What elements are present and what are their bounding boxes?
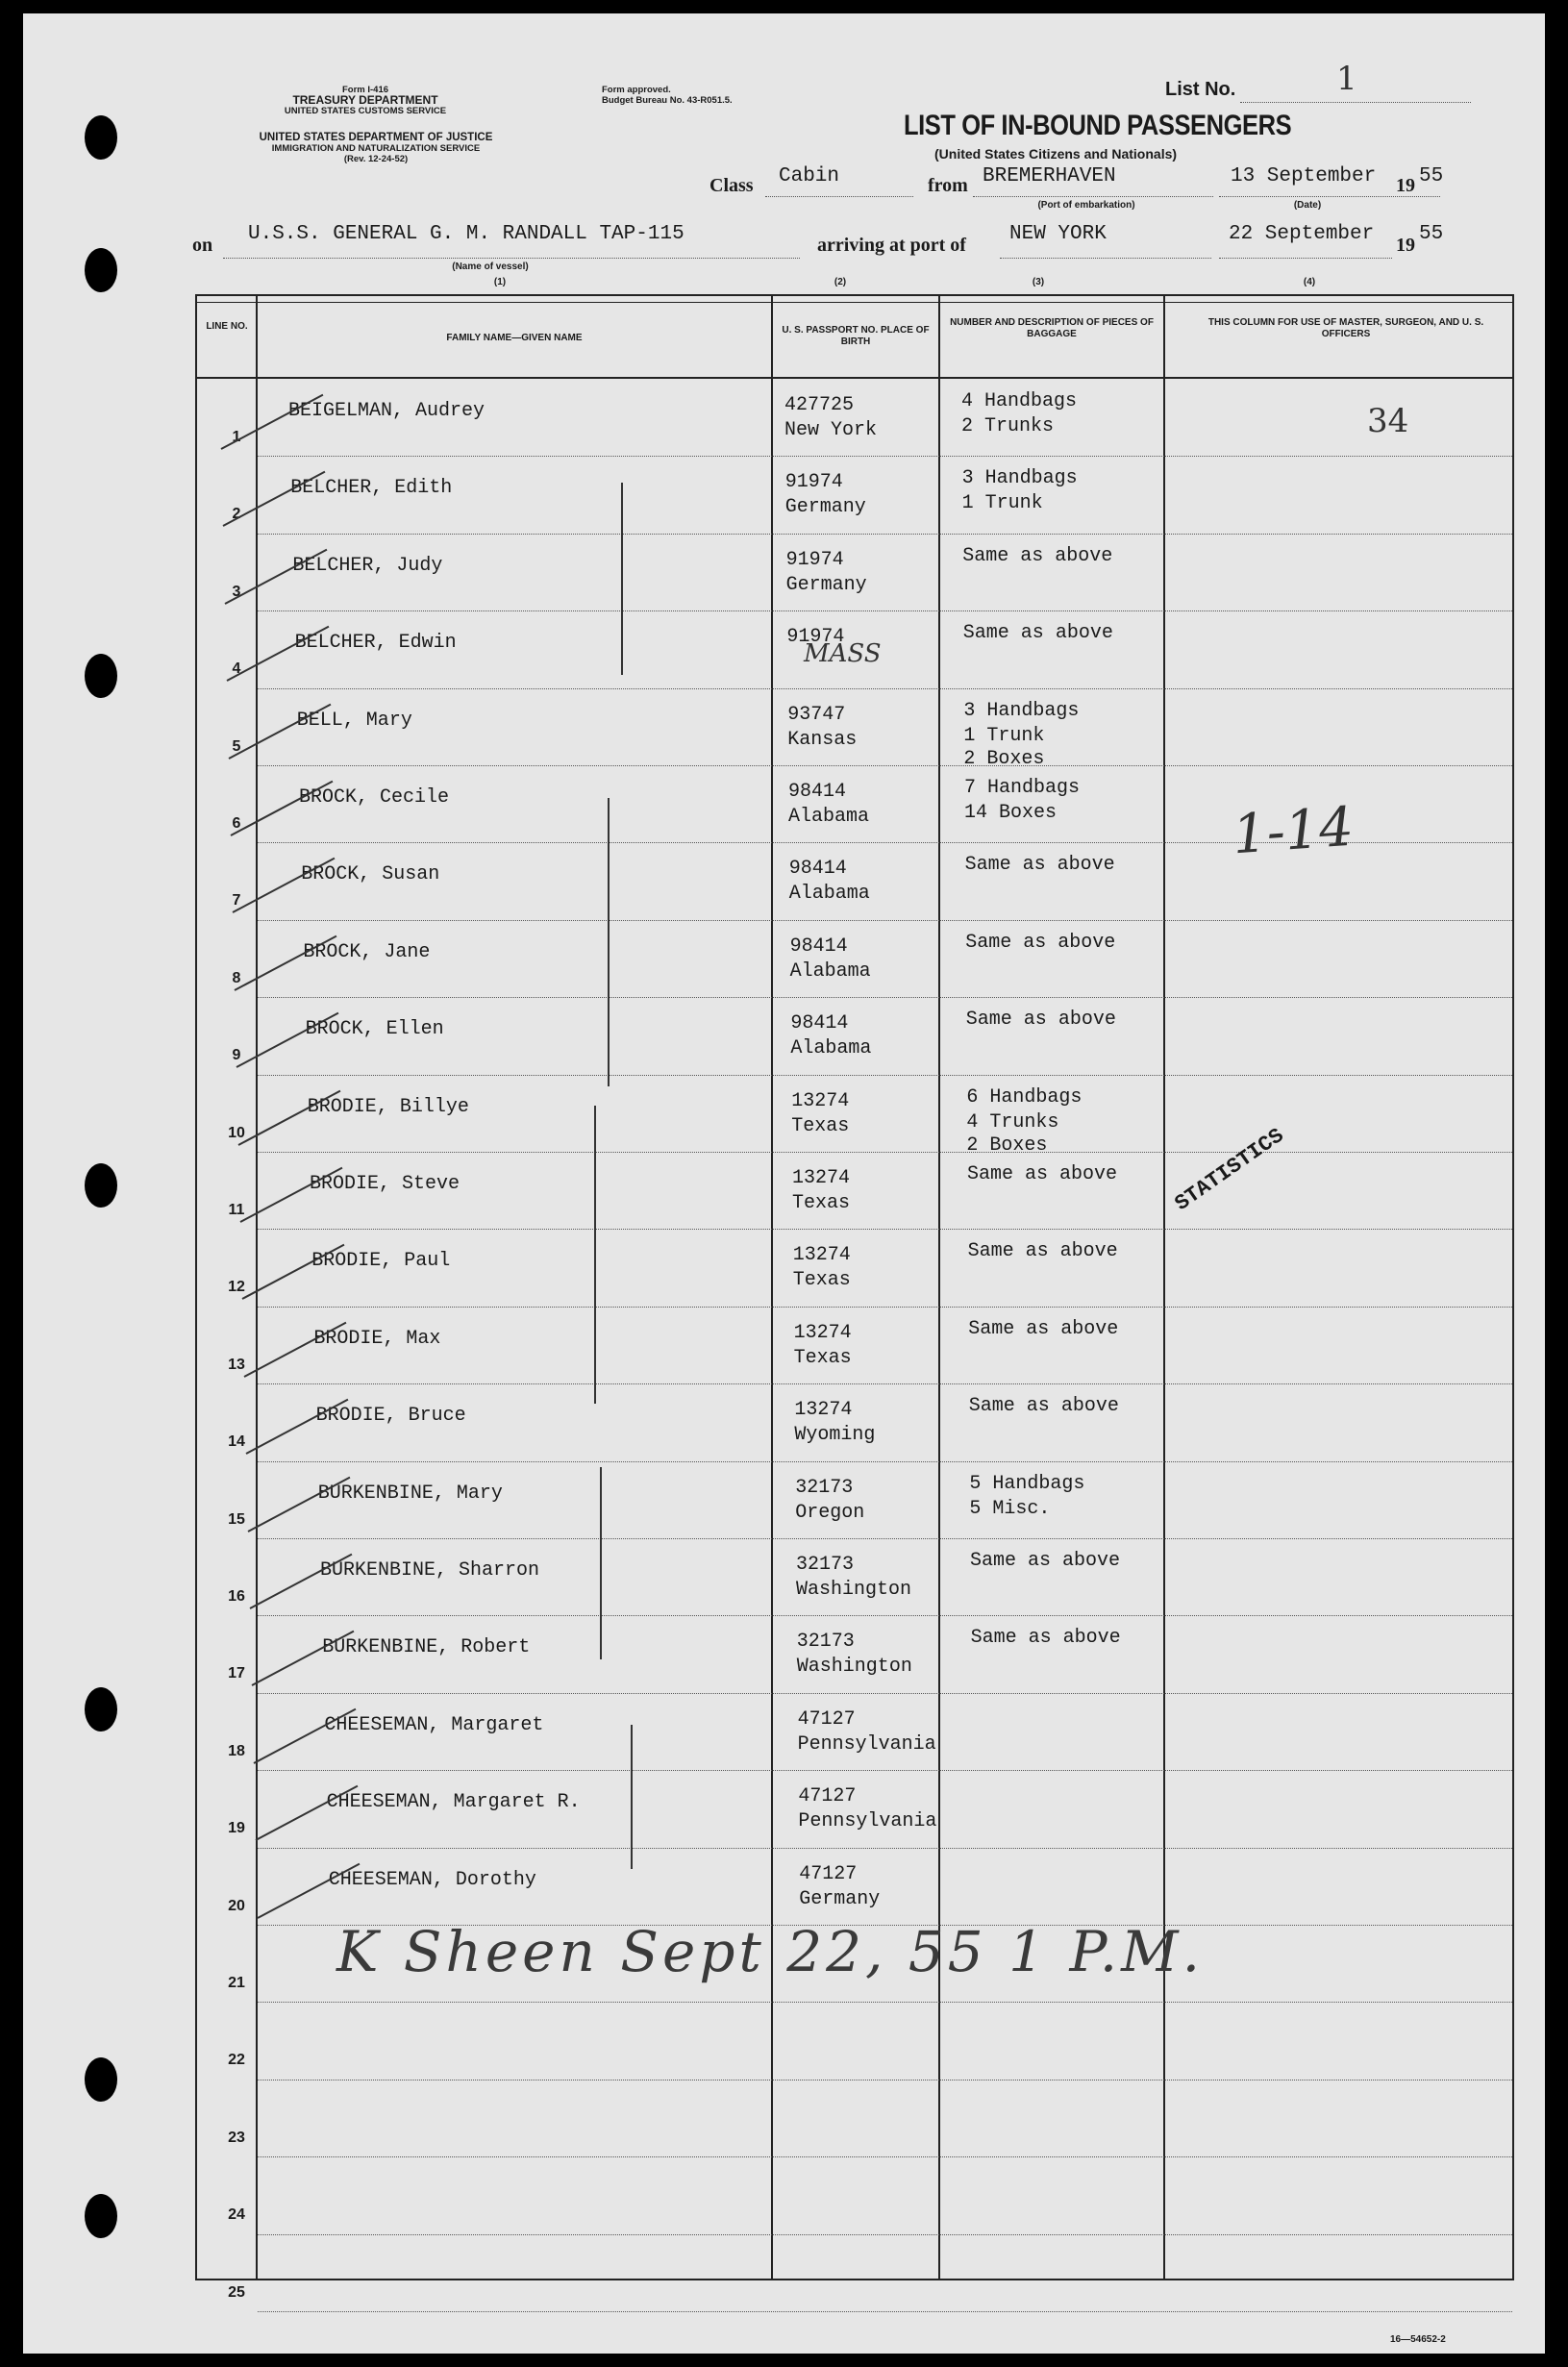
col-num-4: (4) [1303,277,1316,287]
col-divider-line [256,294,258,2280]
line-number: 14 [228,1433,245,1451]
passenger-name: BELCHER, Edwin [294,632,457,655]
punch-hole [85,654,117,698]
line-number: 16 [228,1588,245,1605]
passenger-name: BURKENBINE, Robert [322,1636,531,1659]
bracket-cheeseman [631,1725,633,1869]
from-value: BREMERHAVEN [983,165,1116,187]
arrival-port: NEW YORK [1009,223,1107,245]
baggage-line-2: 1 Trunk [963,724,1045,747]
line-number: 3 [232,583,241,600]
passenger-name: BROCK, Ellen [305,1018,444,1041]
place-of-birth: Alabama [789,959,871,983]
passport-number: 47127 [798,1785,857,1808]
port-embark-caption: (Port of embarkation) [1037,200,1135,211]
line-number: 1 [232,429,241,445]
baggage-line-1: 3 Handbags [961,467,1078,490]
line-number: 10 [228,1124,245,1141]
baggage-line-1: Same as above [962,544,1113,567]
header-rule [195,377,1514,379]
revision: (Rev. 12-24-52) [343,154,409,164]
passport-number: 47127 [799,1862,858,1885]
line-number: 23 [228,2129,245,2146]
list-no-line [1240,102,1471,103]
place-of-birth: Texas [792,1192,851,1214]
line-number: 15 [228,1510,245,1528]
passport-number: 98414 [788,858,847,881]
baggage-line-3: 2 Boxes [966,1134,1048,1157]
punch-hole [85,2194,117,2238]
form-header-left [260,85,471,116]
row-rule [258,610,1512,611]
baggage-line-2: 14 Boxes [964,802,1058,824]
arrival-port-line [1000,258,1211,259]
row-rule [258,1615,1512,1616]
baggage-line-1: Same as above [968,1395,1119,1418]
passenger-name: BRODIE, Billye [307,1095,469,1118]
line-number: 9 [232,1047,241,1064]
place-of-birth: Washington [796,1656,912,1679]
row-rule [258,534,1512,535]
passport-number: 13274 [791,1089,850,1112]
passport-number: 32173 [796,1554,855,1576]
line-number: 12 [228,1279,245,1296]
treasury-dept: TREASURY DEPARTMENT [292,93,438,107]
arrival-year: 55 [1419,223,1444,245]
row-rule [258,1075,1512,1076]
line-number: 11 [228,1202,245,1218]
baggage-line-1: 6 Handbags [966,1085,1083,1109]
row-rule [258,688,1512,689]
place-of-birth: MASS [804,639,882,669]
row-rule [258,920,1512,921]
place-of-birth: Pennsylvania [798,1810,937,1833]
form-title: LIST OF IN-BOUND PASSENGERS [904,110,1292,141]
baggage-line-1: 7 Handbags [964,777,1081,799]
passport-number: 47127 [797,1707,856,1731]
year-prefix-2: 19 [1396,235,1415,256]
row-rule [258,1693,1512,1694]
baggage-line-1: Same as above [964,854,1115,877]
from-label: from [928,175,968,196]
passport-number: 13274 [792,1244,851,1267]
baggage-line-1: Same as above [970,1550,1121,1572]
place-of-birth: New York [784,419,878,441]
line-number: 13 [228,1356,245,1373]
bracket-belcher [621,483,623,675]
baggage-line-2: 4 Trunks [966,1110,1059,1134]
punch-hole [85,115,117,160]
vessel-line [223,258,800,259]
bracket-brodie [594,1106,596,1404]
from-line [973,196,1213,197]
baggage-line-3: 2 Boxes [963,747,1045,770]
passport-number: 32173 [796,1631,855,1654]
passport-number: 13274 [794,1399,853,1422]
line-number: 2 [232,506,241,523]
place-of-birth: Alabama [790,1037,872,1060]
row-rule [258,2234,1512,2235]
line-number: 18 [228,1742,245,1759]
line-number: 25 [228,2283,245,2301]
baggage-line-1: 5 Handbags [969,1472,1085,1495]
passport-number: 98414 [789,934,848,958]
place-of-birth: Wyoming [794,1424,876,1447]
line-number: 4 [232,660,241,678]
row-rule [258,1538,1512,1539]
baggage-line-1: 4 Handbags [961,390,1078,412]
arrival-date-line [1219,258,1392,259]
passport-number: 98414 [788,781,847,803]
arrival-date: 22 September [1229,223,1375,245]
col-header-passport: U. S. PASSPORT NO. PLACE OF BIRTH [782,325,930,347]
place-of-birth: Oregon [795,1501,865,1524]
place-of-birth: Texas [793,1346,852,1369]
on-label: on [192,235,213,256]
line-number: 21 [228,1975,245,1991]
place-of-birth: Alabama [788,806,870,828]
baggage-line-1: Same as above [968,1317,1119,1340]
passenger-name: BELCHER, Edith [290,477,453,500]
row-rule [258,1229,1512,1230]
line-number: 7 [232,892,241,909]
passport-number: 91974 [785,548,844,571]
line-number: 8 [232,969,241,986]
passenger-name: BRODIE, Steve [310,1173,460,1195]
passenger-name: BRODIE, Max [313,1327,441,1350]
line-number: 20 [228,1897,245,1914]
line-number: 24 [228,2206,245,2224]
baggage-line-1: Same as above [965,931,1116,954]
row-rule [258,2311,1512,2312]
place-of-birth: Germany [799,1887,881,1910]
baggage-line-1: 3 Handbags [963,699,1080,722]
passenger-name: BEIGELMAN, Audrey [288,400,485,422]
passport-number: 93747 [787,703,846,726]
baggage-line-2: 5 Misc. [969,1497,1051,1520]
row-rule [258,1461,1512,1462]
row-rule [258,765,1512,766]
passport-number: 427725 [784,394,855,416]
col-num-1: (1) [493,277,507,287]
class-label: Class [709,175,754,196]
passenger-name: CHEESEMAN, Dorothy [328,1868,536,1891]
signature: K Sheen Sept 22, 55 1 P.M. [336,1919,1205,1984]
col-header-line: LINE NO. [206,321,248,332]
row-rule [258,1152,1512,1153]
baggage-line-1: Same as above [965,1009,1116,1032]
punch-hole [85,1687,117,1732]
baggage-line-1: Same as above [967,1240,1118,1263]
year-prefix: 19 [1396,175,1415,196]
range-annotation: 1-14 [1230,795,1356,867]
punch-hole [85,248,117,292]
passport-number: 91974 [786,626,845,649]
line-number: 19 [228,1820,245,1837]
passport-number: 98414 [790,1012,849,1035]
place-of-birth: Alabama [788,883,870,906]
line-number: 22 [228,2052,245,2069]
passenger-name: BROCK, Cecile [299,786,450,809]
passenger-name: BELL, Mary [296,709,412,732]
col-header-baggage: NUMBER AND DESCRIPTION OF PIECES OF BAGGAGE [950,317,1154,339]
passenger-name: CHEESEMAN, Margaret [324,1713,544,1736]
passport-number: 91974 [784,471,843,494]
passenger-name: BELCHER, Judy [292,554,443,577]
arriving-label: arriving at port of [817,235,966,256]
statistics-stamp: STATISTICS [1170,1123,1289,1216]
depart-date: 13 September [1231,165,1377,187]
baggage-line-1: Same as above [970,1627,1121,1650]
passenger-name: BROCK, Jane [303,940,431,963]
baggage-line-1: Same as above [962,622,1113,645]
line-number: 17 [228,1665,245,1682]
depart-year: 55 [1419,165,1444,187]
place-of-birth: Texas [792,1269,851,1292]
vessel-name: U.S.S. GENERAL G. M. RANDALL TAP-115 [248,223,684,245]
form-approval [602,85,733,106]
place-of-birth: Germany [784,496,866,519]
list-no-value: 1 [1336,60,1357,98]
place-of-birth: Germany [785,573,867,596]
date-caption: (Date) [1293,200,1322,211]
ins-service: IMMIGRATION AND NATURALIZATION SERVICE [271,143,481,154]
form-header-justice [179,133,573,164]
col-header-name: FAMILY NAME—GIVEN NAME [446,333,583,343]
place-of-birth: Washington [796,1579,912,1601]
form-number: Form I-416 [341,85,389,95]
bracket-burkenbine [600,1467,602,1659]
passenger-name: CHEESEMAN, Margaret R. [326,1791,581,1814]
footer-code: 16—54652-2 [1390,2334,1446,2345]
passenger-name: BRODIE, Bruce [315,1405,466,1428]
row-rule [258,1848,1512,1849]
passport-number: 13274 [792,1167,851,1189]
passenger-name: BURKENBINE, Sharron [320,1559,540,1582]
list-no-label: List No. [1165,79,1236,100]
row-rule [258,1383,1512,1384]
justice-dept: UNITED STATES DEPARTMENT OF JUSTICE [259,132,493,143]
punch-hole [85,1163,117,1208]
passport-number: 32173 [795,1476,854,1499]
passenger-name: BROCK, Susan [301,863,440,886]
form-approved: Form approved. [602,85,671,95]
row-rule [258,2156,1512,2157]
col-num-2: (2) [834,277,847,287]
place-of-birth: Texas [791,1114,850,1137]
place-of-birth: Kansas [787,728,858,751]
customs-service: UNITED STATES CUSTOMS SERVICE [284,106,447,116]
baggage-line-2: 2 Trunks [961,415,1055,437]
passenger-name: BRODIE, Paul [311,1250,451,1273]
row-rule [258,456,1512,457]
row-rule [258,1307,1512,1308]
form-subtitle: (United States Citizens and Nationals) [934,146,1178,162]
count-annotation: 34 [1367,402,1409,440]
class-line [765,196,913,197]
line-number: 6 [232,815,241,832]
class-value: Cabin [779,165,840,187]
punch-hole [85,2057,117,2102]
row-rule [258,1770,1512,1771]
baggage-line-1: Same as above [967,1163,1118,1185]
bracket-brock [608,798,610,1086]
baggage-line-2: 1 Trunk [961,492,1043,515]
table-top-rule [195,302,1514,303]
col-num-3: (3) [1032,277,1045,287]
passenger-name: BURKENBINE, Mary [317,1482,503,1505]
passport-number: 13274 [793,1321,852,1344]
place-of-birth: Pennsylvania [797,1732,936,1756]
row-rule [258,997,1512,998]
row-rule [258,2002,1512,2003]
col-header-officers: THIS COLUMN FOR USE OF MASTER, SURGEON, AND U. S. OFFICERS [1207,317,1484,339]
line-number: 5 [232,737,241,755]
budget-bureau: Budget Bureau No. 43-R051.5. [602,95,733,106]
vessel-caption: (Name of vessel) [452,262,529,272]
